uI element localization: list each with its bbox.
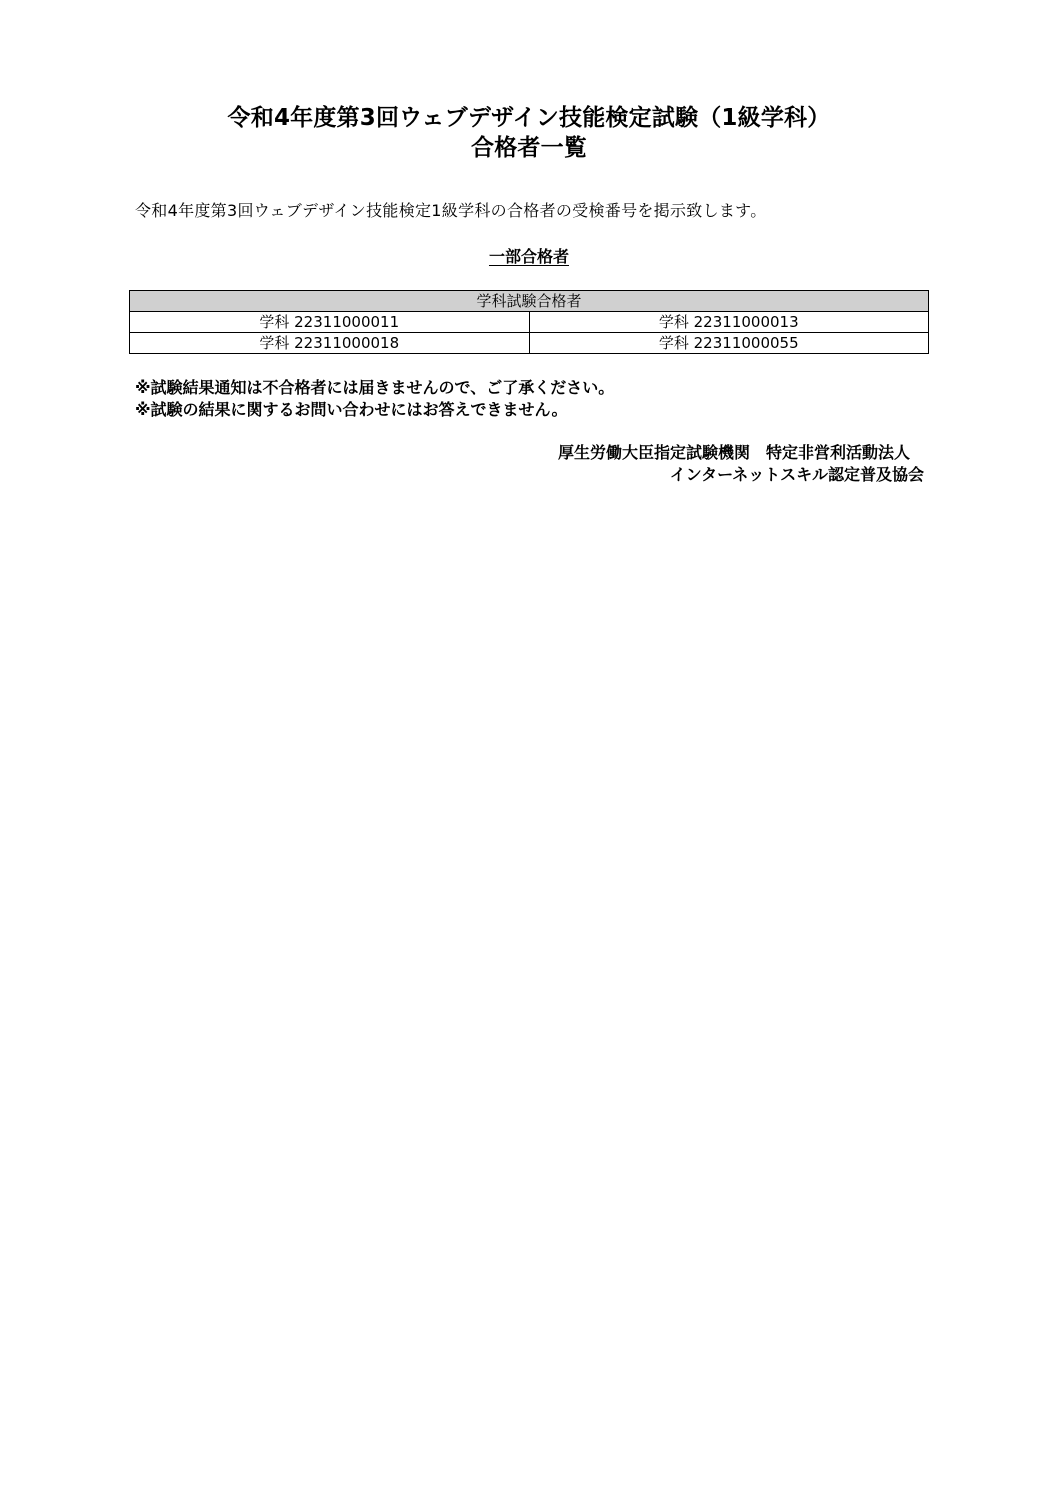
notes <box>135 377 614 421</box>
passers-table <box>129 290 929 354</box>
table-header-row <box>130 291 929 312</box>
note-item: ※試験の結果に関するお問い合わせにはお答えできません。 <box>135 400 568 419</box>
title-line-2: 合格者一覧 <box>471 135 587 161</box>
organization-line-2: インターネットスキル認定普及協会 <box>669 465 924 484</box>
section-heading: 一部合格者 <box>488 247 569 266</box>
intro-text: 令和4年度第3回ウェブデザイン技能検定1級学科の合格者の受検番号を掲示致します。 <box>135 201 767 220</box>
table-row <box>130 312 929 333</box>
passer-number: 学科 22311000013 <box>529 312 929 333</box>
passer-number: 学科 22311000055 <box>529 333 929 354</box>
note-item: ※試験結果通知は不合格者には届きませんので、ご了承ください。 <box>135 378 615 397</box>
passer-number: 学科 22311000018 <box>130 333 530 354</box>
passer-number: 学科 22311000011 <box>130 312 530 333</box>
title-line-1: 令和4年度第3回ウェブデザイン技能検定試験（1級学科） <box>227 105 831 131</box>
organization-signature <box>0 442 924 486</box>
table-row <box>130 333 929 354</box>
table-header: 学科試験合格者 <box>130 291 929 312</box>
organization-line-1: 厚生労働大臣指定試験機関 特定非営利活動法人 <box>557 443 910 462</box>
document-title <box>0 103 1058 163</box>
